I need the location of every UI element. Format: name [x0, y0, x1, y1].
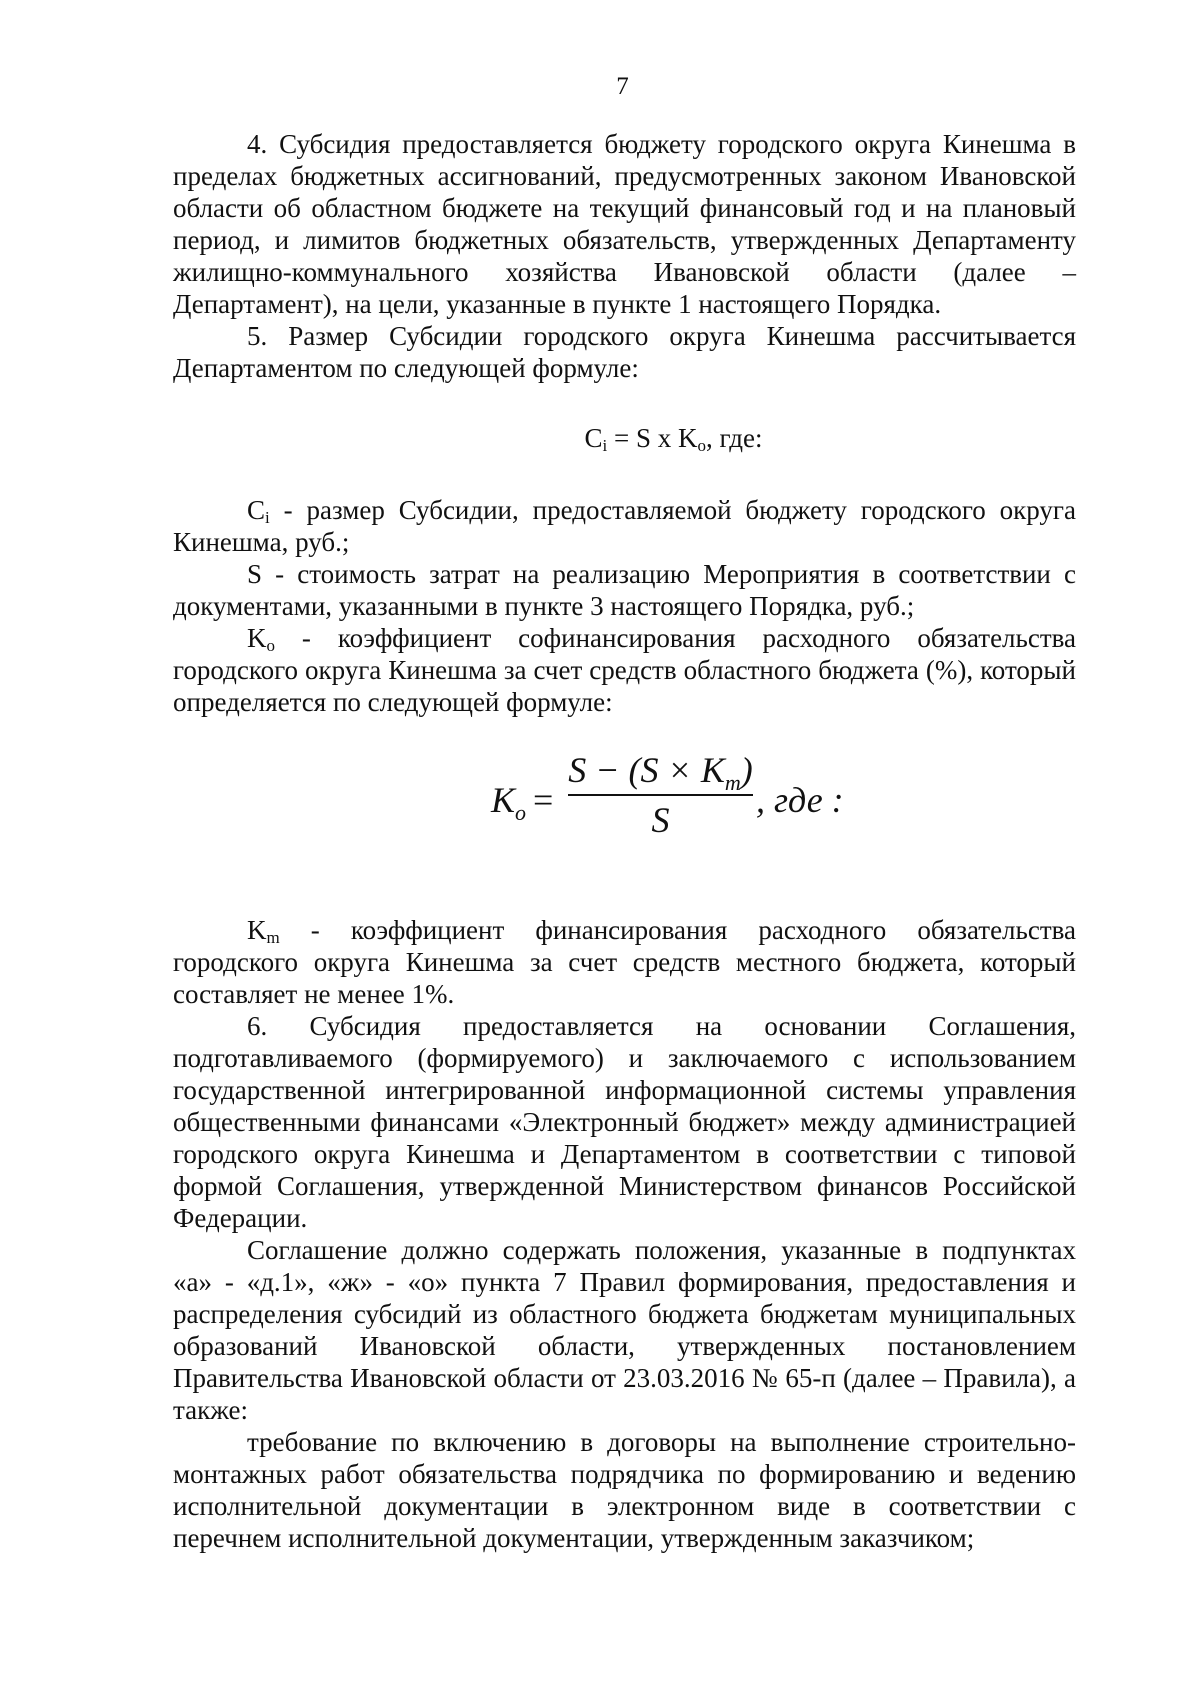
definition-km-text: - коэффициент финансирования расходного обязательства городского округа Кинешма за счет средств местного бюджета, который составляет не менее 1%. [173, 915, 1076, 1009]
definition-ci-symbol: C [247, 495, 266, 525]
definition-ko-symbol: K [247, 623, 267, 653]
definition-ko-text: - коэффициент софинансирования расходного обязательства городского округа Кинешма за счет средств областного бюджета (%), который определяется по следующей формуле: [173, 623, 1076, 717]
formula2-equals: = [533, 780, 554, 820]
formula2-denominator: S [651, 800, 670, 840]
definition-ko [173, 622, 1076, 718]
paragraph-6: 6. Субсидия предоставляется на основании Соглашения, подготавливаемого (формируемого) и заключаемого с использованием государственной интегрированной информационной системы управления общественными финансами «Электронный бюджет» между администрацией городского округа Кинешма и Департаментом в соответствии с типовой формой Соглашения, утвержденной Министерством финансов Российской Федерации. [173, 1011, 1076, 1233]
formula2-tail: , где : [756, 780, 844, 820]
formula-cofinancing-coefficient [173, 750, 1076, 860]
definition-km-symbol: K [247, 915, 267, 945]
formula2-numerator [568, 750, 753, 795]
definition-s: S - стоимость затрат на реализацию Мероприятия в соответствии с документами, указанными в пункте 3 настоящего Порядка, руб.; [173, 559, 1076, 621]
paragraph-4: 4. Субсидия предоставляется бюджету городского округа Кинешма в пределах бюджетных ассигнований, предусмотренных законом Ивановской области об областном бюджете на текущий финансовый год и на плановый период, и лимитов бюджетных обязательств, утвержденных Департаменту жилищно-коммунального хозяйства Ивановской области (далее – Департамент), на цели, указанные в пункте 1 настоящего Порядка. [173, 129, 1076, 319]
formula2-lhs [491, 780, 527, 825]
definition-km-sub: m [266, 928, 280, 947]
formula2-numerator-close: ) [740, 750, 753, 790]
formula2-numerator-sub: m [724, 770, 741, 795]
page-number: 7 [616, 73, 629, 100]
paragraph-5: 5. Размер Субсидии городского округа Кинешма рассчитывается Департаментом по следующей формуле: [173, 321, 1076, 383]
definition-ko-sub: o [266, 636, 275, 655]
paragraph-agreement: Соглашение должно содержать положения, указанные в подпунктах «а» - «д.1», «ж» - «о» пункта 7 Правил формирования, предоставления и распределения субсидий из областного бюджета бюджетам муниципальных образований Ивановской области, утвержденных постановлением Правительства Ивановской области от 23.03.2016 № 65-п (далее – Правила), а также: [173, 1235, 1076, 1425]
definition-ci-sub: i [265, 508, 270, 527]
paragraph-requirement: требование по включению в договоры на выполнение строительно-монтажных работ обязательства подрядчика по формированию и ведению исполнительной документации в электронном виде в соответствии с перечнем исполнительной документации, утвержденным заказчиком; [173, 1427, 1076, 1553]
formula1-middle: = S x K [607, 423, 698, 453]
document-body [173, 128, 1076, 1554]
formula2-numerator-text: S − (S × K [568, 750, 725, 790]
definition-ci [173, 494, 1076, 558]
formula2-lhs-symbol: K [491, 780, 516, 820]
formula-subsidy-size [173, 422, 1076, 454]
formula2-lhs-sub: o [515, 800, 527, 825]
formula1-lhs: C [584, 423, 603, 453]
formula1-k-sub: o [697, 436, 707, 455]
formula1-lhs-sub: i [602, 436, 608, 455]
definition-km [173, 914, 1076, 1010]
formula2-fraction [568, 750, 753, 840]
formula1-tail: , где: [706, 423, 763, 453]
definition-ci-text: - размер Субсидии, предоставляемой бюджету городского округа Кинешма, руб.; [173, 495, 1076, 557]
